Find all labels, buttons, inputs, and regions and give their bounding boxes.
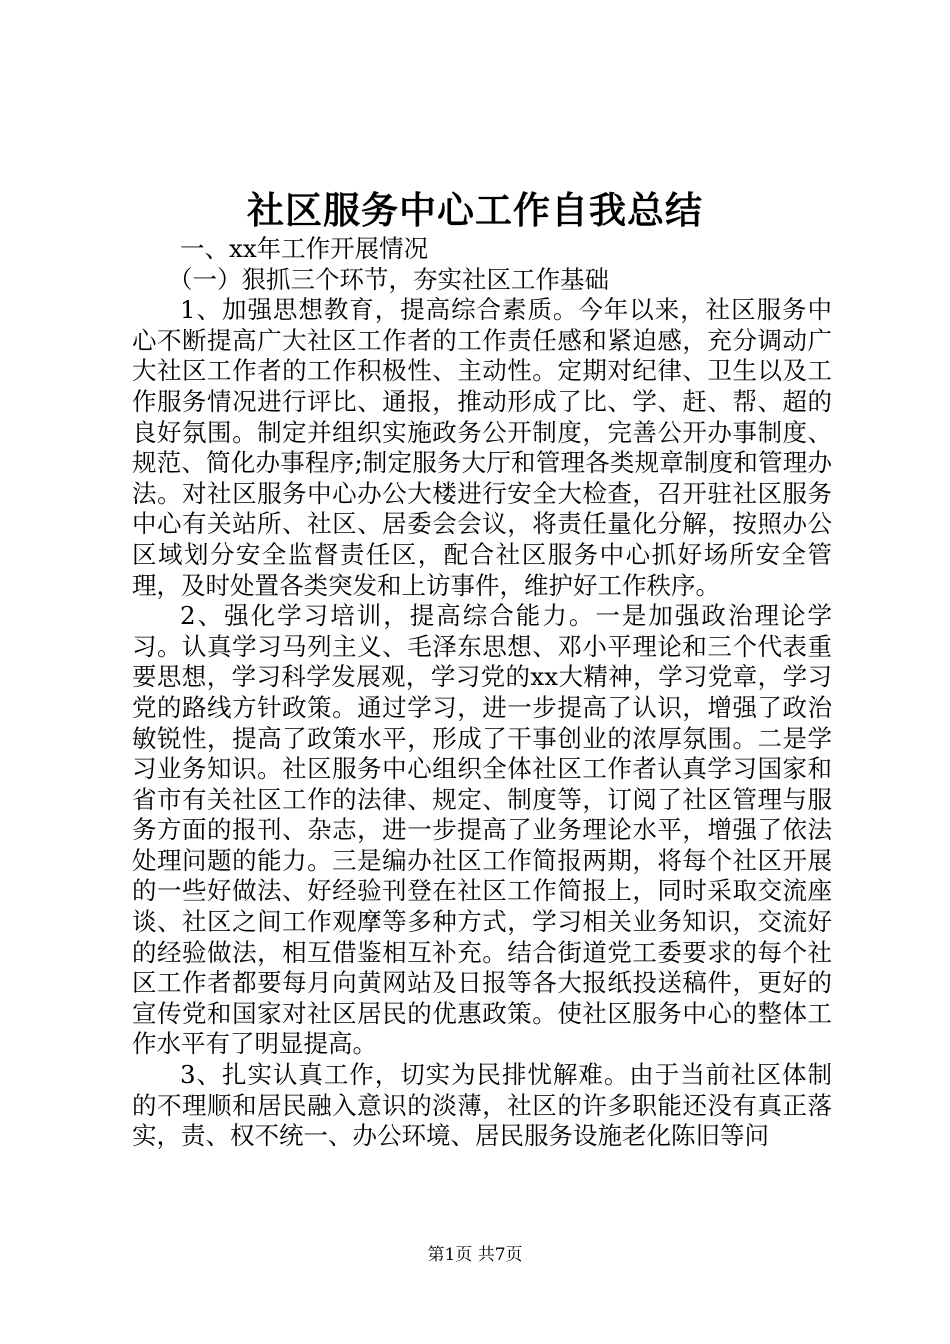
page-footer: 第1页 共7页 <box>427 1245 523 1265</box>
document-title: 社区服务中心工作自我总结 <box>247 188 703 232</box>
document-body <box>132 234 832 1152</box>
paragraph-3: 3、扎实认真工作，切实为民排忧解难。由于当前社区体制的不理顺和居民融入意识的淡薄，社区的许多职能还没有真正落实，责、权不统一、办公环境、居民服务设施老化陈旧等问 <box>132 1060 832 1151</box>
section-subheading: （一）狠抓三个环节，夯实社区工作基础 <box>168 264 609 294</box>
paragraph-2: 2、强化学习培训，提高综合能力。一是加强政治理论学习。认真学习马列主义、毛泽东思想、邓小平理论和三个代表重要思想，学习科学发展观，学习党的xx大精神，学习党章，学习党的路线方针政策。通过学习，进一步提高了认识，增强了政治敏锐性，提高了政策水平，形成了干事创业的浓厚氛围。二是学习业务知识。社区服务中心组织全体社区工作者认真学习国家和省市有关社区工作的法律、规定、制度等，订阅了社区管理与服务方面的报刊、杂志，进一步提高了业务理论水平，增强了依法处理问题的能力。三是编办社区工作简报两期，将每个社区开展的一些好做法、好经验刊登在社区工作简报上，同时采取交流座谈、社区之间工作观摩等多种方式，学习相关业务知识，交流好的经验做法，相互借鉴相互补充。结合街道党工委要求的每个社区工作者都要每月向黄网站及日报等各大报纸投送稿件，更好的宣传党和国家对社区居民的优惠政策。使社区服务中心的整体工作水平有了明显提高。 <box>132 601 832 1059</box>
section-heading: 一、xx年工作开展情况 <box>180 234 429 263</box>
paragraph-1: 1、加强思想教育，提高综合素质。今年以来，社区服务中心不断提高广大社区工作者的工作责任感和紧迫感，充分调动广大社区工作者的工作积极性、主动性。定期对纪律、卫生以及工作服务情况进行评比、通报，推动形成了比、学、赶、帮、超的良好氛围。制定并组织实施政务公开制度，完善公开办事制度、规范、简化办事程序;制定服务大厅和管理各类规章制度和管理办法。对社区服务中心办公大楼进行安全大检查，召开驻社区服务中心有关站所、社区、居委会会议，将责任量化分解，按照办公区域划分安全监督责任区，配合社区服务中心抓好场所安全管理，及时处置各类突发和上访事件，维护好工作秩序。 <box>132 295 832 600</box>
